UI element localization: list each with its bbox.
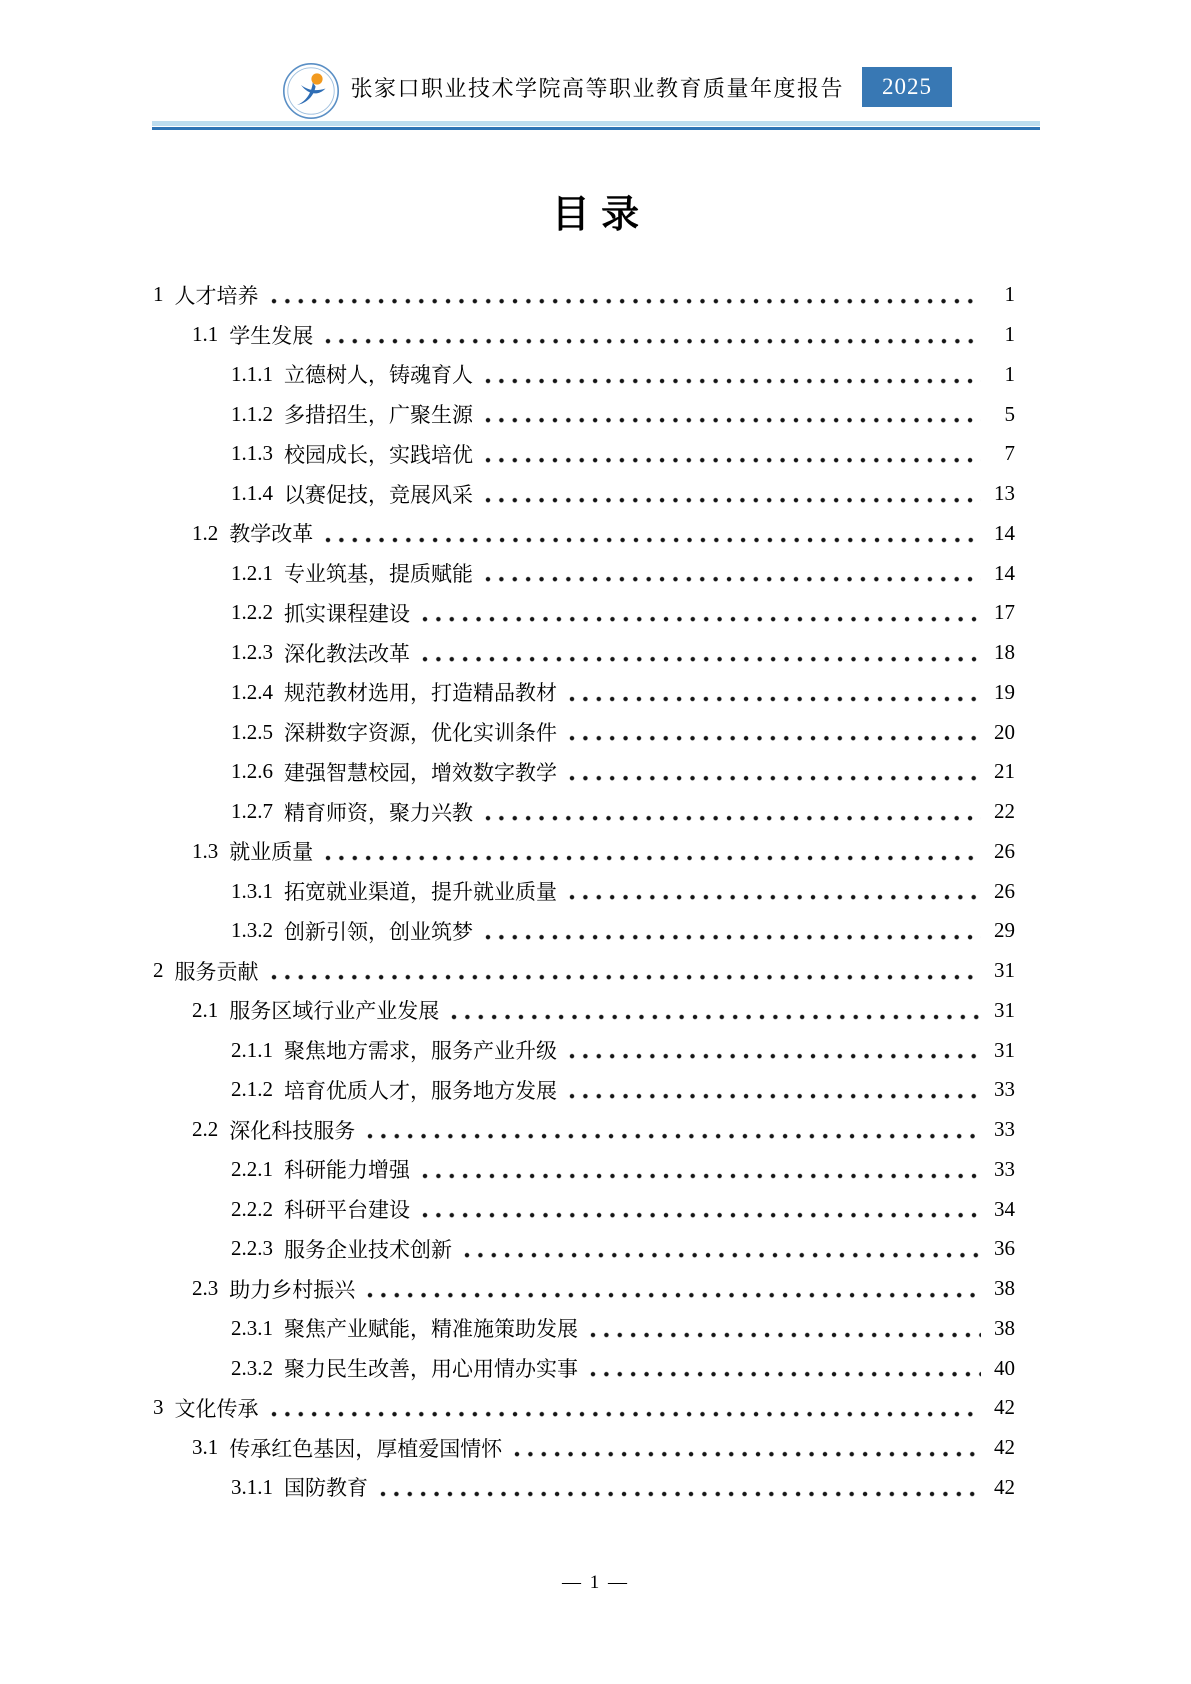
toc-entry-num: 2.2 [192, 1117, 219, 1142]
toc-entry-num: 2.1 [192, 997, 219, 1022]
toc-dot-leader [566, 871, 981, 911]
toc-entry-title: 专业筑基，提质赋能 [284, 562, 473, 587]
toc-entry-page: 18 [994, 640, 1015, 665]
toc-dot-leader [482, 355, 981, 395]
toc-entry-page: 34 [994, 1196, 1015, 1221]
toc-entry-num: 1.3.1 [231, 878, 273, 903]
toc-entry-title: 多措招生，广聚生源 [284, 403, 473, 428]
toc-entry-title: 拓宽就业渠道，提升就业质量 [284, 880, 557, 905]
toc-entry[interactable] [153, 951, 1015, 991]
toc-entry-title: 精育师资，聚力兴教 [284, 800, 473, 825]
toc-entry[interactable] [153, 792, 1015, 832]
toc-entry-title: 就业质量 [229, 840, 314, 865]
toc-entry[interactable] [153, 1150, 1015, 1190]
toc-entry[interactable] [153, 1309, 1015, 1349]
toc-dot-leader [566, 1030, 981, 1070]
toc-dot-leader [482, 553, 981, 593]
toc-entry-page: 1 [1004, 282, 1015, 307]
toc-entry-title: 抓实课程建设 [284, 601, 410, 626]
toc-entry[interactable] [153, 1070, 1015, 1110]
toc-entry[interactable] [153, 593, 1015, 633]
toc-entry-page: 33 [994, 1077, 1015, 1102]
toc-entry-title: 助力乡村振兴 [229, 1277, 356, 1302]
toc-entry-title: 以赛促技，竞展风采 [284, 482, 473, 507]
toc-entry[interactable] [153, 1110, 1015, 1150]
toc-entry-title: 科研能力增强 [284, 1158, 410, 1183]
toc-dot-leader [482, 792, 981, 832]
toc-dot-leader [566, 673, 981, 713]
toc-entry[interactable] [153, 275, 1015, 315]
year-badge: 2025 [862, 67, 952, 107]
toc-entry-num: 3.1 [192, 1435, 219, 1460]
toc-dot-leader [448, 991, 981, 1031]
toc-entry[interactable] [153, 553, 1015, 593]
toc-entry-num: 1.1.1 [231, 361, 273, 386]
toc-entry-page: 42 [994, 1395, 1015, 1420]
toc-entry-title: 建强智慧校园，增效数字教学 [284, 760, 557, 785]
toc-entry-page: 26 [994, 878, 1015, 903]
toc-entry[interactable] [153, 434, 1015, 474]
toc-dot-leader [511, 1428, 981, 1468]
toc-entry-page: 40 [994, 1355, 1015, 1380]
toc-entry[interactable] [153, 871, 1015, 911]
toc-entry-num: 1.1 [192, 322, 219, 347]
toc-entry[interactable] [153, 633, 1015, 673]
toc-dot-leader [587, 1348, 981, 1388]
toc-entry[interactable] [153, 1189, 1015, 1229]
toc-entry[interactable] [153, 1428, 1015, 1468]
toc-entry-num: 2.3.2 [231, 1355, 273, 1380]
toc-entry-title: 服务贡献 [174, 959, 259, 984]
toc-entry-page: 29 [994, 918, 1015, 943]
toc-dot-leader [482, 394, 981, 434]
toc-entry-page: 19 [994, 679, 1015, 704]
toc-entry-num: 1.2.3 [231, 640, 273, 665]
toc-entry[interactable] [153, 315, 1015, 355]
toc-dot-leader [419, 633, 981, 673]
toc-dot-leader [268, 951, 982, 991]
header-rule-light [152, 121, 1040, 126]
toc-dot-leader [419, 1150, 981, 1190]
toc-entry[interactable] [153, 911, 1015, 951]
footer-page-number: — 1 — [562, 1572, 629, 1593]
toc-entry-page: 1 [1004, 322, 1015, 347]
toc-dot-leader [268, 275, 982, 315]
toc-entry-num: 1.3.2 [231, 918, 273, 943]
toc-entry-title: 培育优质人才，服务地方发展 [284, 1078, 557, 1103]
toc-entry-title: 学生发展 [229, 323, 314, 348]
toc-dot-leader [419, 593, 981, 633]
toc-entry-title: 国防教育 [284, 1476, 368, 1501]
toc-entry-title: 聚焦地方需求，服务产业升级 [284, 1039, 557, 1064]
toc-entry-title: 教学改革 [229, 522, 314, 547]
toc-entry-num: 1.2.7 [231, 799, 273, 824]
toc-entry-title: 服务区域行业产业发展 [229, 999, 440, 1024]
toc-entry-title: 聚焦产业赋能，精准施策助发展 [284, 1317, 578, 1342]
toc-list [153, 275, 1015, 1507]
toc-entry-page: 5 [1004, 401, 1015, 426]
toc-dot-leader [566, 1070, 981, 1110]
toc-entry-page: 7 [1004, 441, 1015, 466]
toc-entry-title: 文化传承 [174, 1396, 259, 1421]
toc-entry-num: 1.2.6 [231, 759, 273, 784]
toc-entry[interactable] [153, 355, 1015, 395]
toc-entry-title: 聚力民生改善，用心用情办实事 [284, 1357, 578, 1382]
toc-entry-page: 33 [994, 1156, 1015, 1181]
toc-entry-num: 1.1.2 [231, 401, 273, 426]
toc-dot-leader [268, 1388, 982, 1428]
toc-dot-leader [566, 712, 981, 752]
toc-entry-title: 服务企业技术创新 [284, 1237, 452, 1262]
toc-entry-num: 2.2.3 [231, 1236, 273, 1261]
toc-dot-leader [364, 1110, 981, 1150]
toc-entry-num: 1.2.1 [231, 560, 273, 585]
toc-entry-num: 3 [153, 1395, 164, 1420]
toc-entry-page: 20 [994, 719, 1015, 744]
toc-entry-page: 38 [994, 1276, 1015, 1301]
toc-entry-page: 38 [994, 1315, 1015, 1340]
toc-entry[interactable] [153, 1030, 1015, 1070]
toc-entry-page: 21 [994, 759, 1015, 784]
toc-entry-num: 2.3.1 [231, 1315, 273, 1340]
toc-entry-title: 科研平台建设 [284, 1198, 410, 1223]
report-title: 张家口职业技术学院高等职业教育质量年度报告 [350, 75, 844, 101]
toc-entry[interactable] [153, 712, 1015, 752]
toc-entry-page: 17 [994, 600, 1015, 625]
toc-entry-page: 31 [994, 997, 1015, 1022]
toc-dot-leader [322, 315, 981, 355]
toc-dot-leader [482, 434, 981, 474]
toc-dot-leader [364, 1269, 981, 1309]
toc-entry[interactable] [153, 991, 1015, 1031]
toc-entry[interactable] [153, 394, 1015, 434]
header-rule-dark [152, 127, 1040, 130]
toc-dot-leader [482, 911, 981, 951]
toc-entry-num: 2.2.1 [231, 1156, 273, 1181]
toc-entry[interactable] [153, 673, 1015, 713]
toc-entry-num: 1.3 [192, 838, 219, 863]
toc-entry[interactable] [153, 1269, 1015, 1309]
toc-entry-page: 14 [994, 520, 1015, 545]
toc-entry-page: 22 [994, 799, 1015, 824]
toc-dot-leader [419, 1189, 981, 1229]
toc-entry[interactable] [153, 1348, 1015, 1388]
toc-entry-page: 13 [994, 481, 1015, 506]
toc-entry-title: 深化教法改革 [284, 641, 410, 666]
page-header [152, 62, 1040, 130]
toc-entry-page: 42 [994, 1435, 1015, 1460]
toc-entry-page: 31 [994, 958, 1015, 983]
toc-entry-title: 深化科技服务 [229, 1118, 356, 1143]
toc-entry-num: 1 [153, 282, 164, 307]
toc-entry-num: 2.2.2 [231, 1196, 273, 1221]
toc-entry[interactable] [153, 474, 1015, 514]
toc-entry-num: 2.1.2 [231, 1077, 273, 1102]
toc-dot-leader [377, 1468, 981, 1508]
toc-dot-leader [566, 752, 981, 792]
toc-entry[interactable] [153, 832, 1015, 872]
toc-dot-leader [587, 1309, 981, 1349]
toc-entry-title: 传承红色基因，厚植爱国情怀 [229, 1436, 503, 1461]
college-emblem-icon [282, 62, 340, 120]
toc-entry-page: 31 [994, 1037, 1015, 1062]
toc-entry-num: 2 [153, 958, 164, 983]
toc-entry-title: 深耕数字资源，优化实训条件 [284, 721, 557, 746]
toc-entry-num: 1.1.4 [231, 481, 273, 506]
toc-entry-num: 1.1.3 [231, 441, 273, 466]
toc-entry[interactable] [153, 514, 1015, 554]
toc-dot-leader [482, 474, 981, 514]
toc-entry-page: 33 [994, 1117, 1015, 1142]
toc-entry-title: 创新引领，创业筑梦 [284, 919, 473, 944]
toc-entry[interactable] [153, 1468, 1015, 1508]
toc-entry-num: 3.1.1 [231, 1474, 273, 1499]
toc-entry-page: 1 [1004, 361, 1015, 386]
toc-entry-title: 立德树人，铸魂育人 [284, 363, 473, 388]
page-title: 目录 [551, 194, 651, 236]
toc-dot-leader [322, 514, 981, 554]
toc-entry-num: 2.3 [192, 1276, 219, 1301]
toc-entry[interactable] [153, 1229, 1015, 1269]
toc-entry-num: 2.1.1 [231, 1037, 273, 1062]
toc-entry-num: 1.2 [192, 520, 219, 545]
toc-entry-num: 1.2.5 [231, 719, 273, 744]
toc-entry-page: 14 [994, 560, 1015, 585]
toc-entry[interactable] [153, 752, 1015, 792]
toc-entry-title: 规范教材选用，打造精品教材 [284, 681, 557, 706]
toc-entry-page: 36 [994, 1236, 1015, 1261]
toc-entry-title: 人才培养 [174, 283, 259, 308]
toc-entry-page: 42 [994, 1474, 1015, 1499]
toc-entry-page: 26 [994, 838, 1015, 863]
toc-entry-num: 1.2.2 [231, 600, 273, 625]
toc-entry-title: 校园成长，实践培优 [284, 442, 473, 467]
toc-entry-num: 1.2.4 [231, 679, 273, 704]
toc-dot-leader [461, 1229, 981, 1269]
toc-entry[interactable] [153, 1388, 1015, 1428]
toc-dot-leader [322, 832, 981, 872]
